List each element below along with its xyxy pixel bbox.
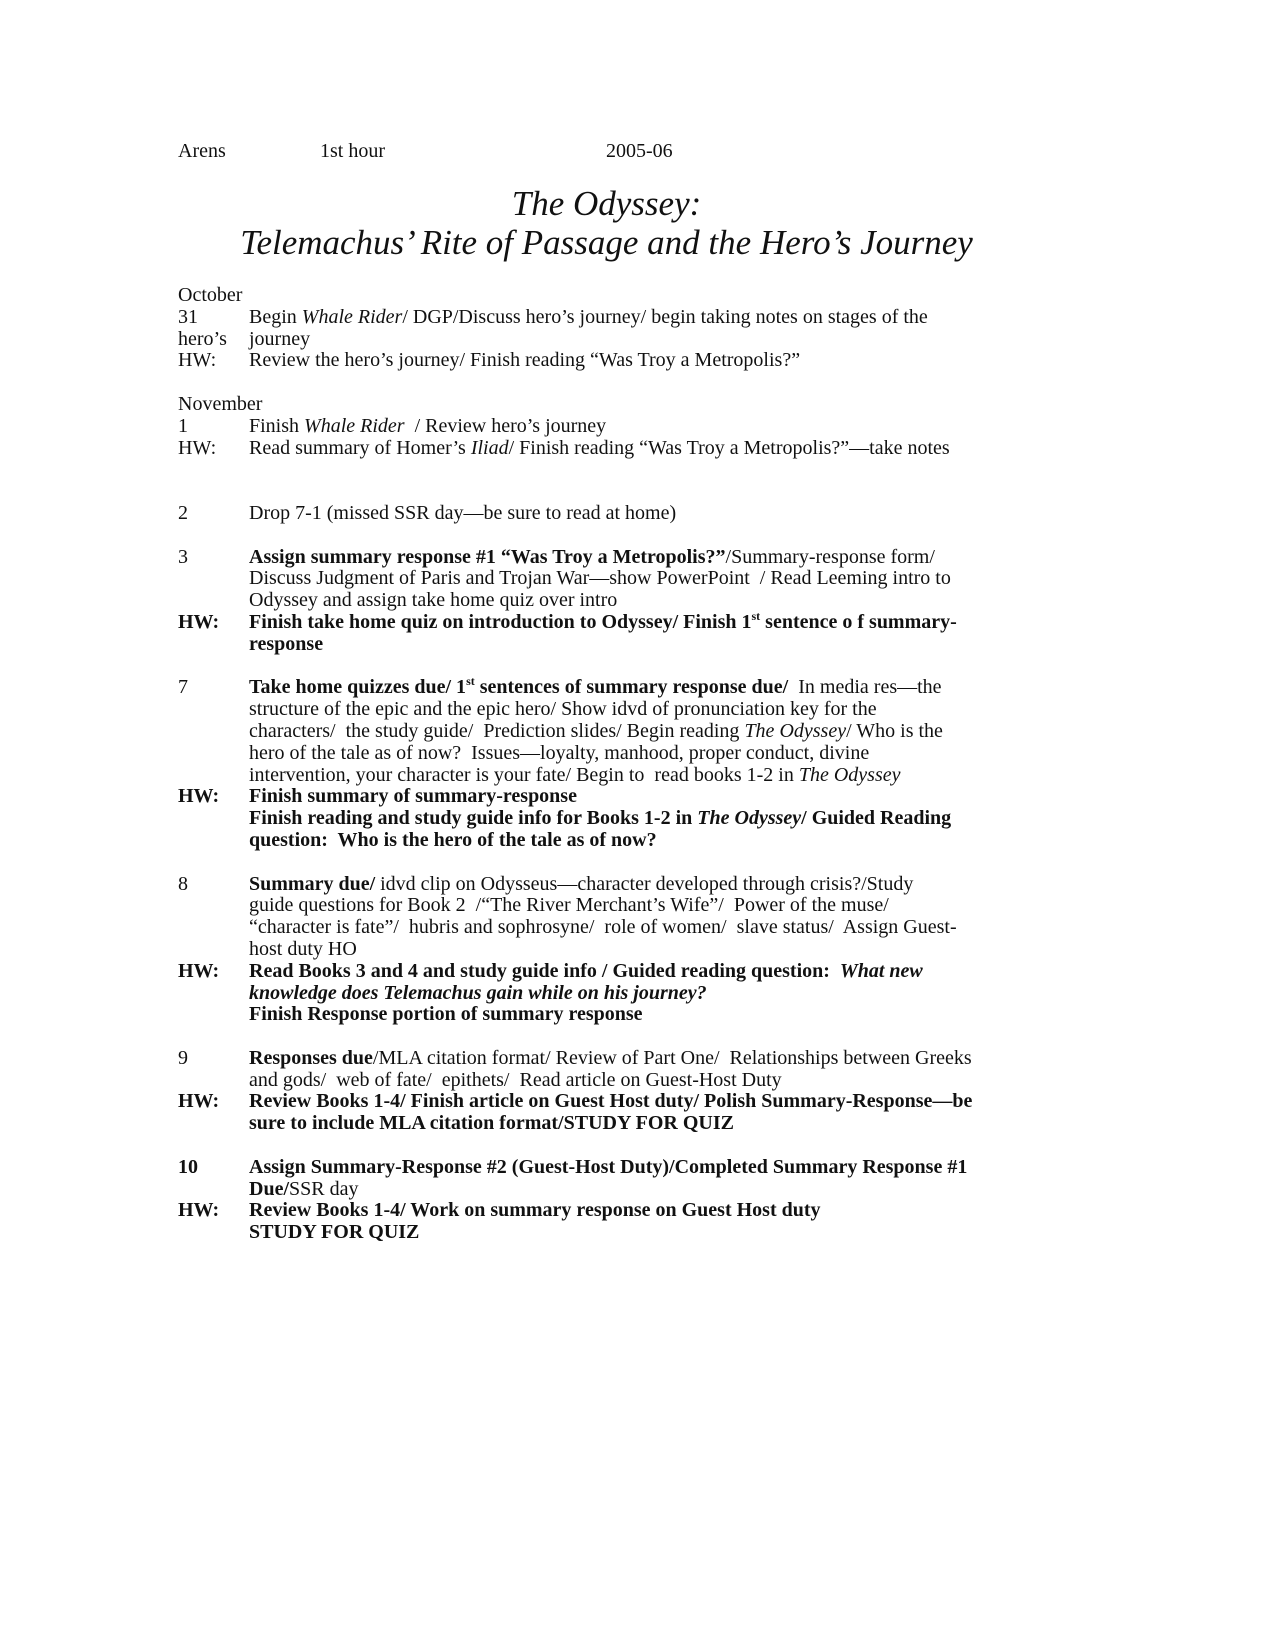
text-segment: and gods/ web of fate/ epithets/ Read article on Guest-Host Duty [249, 1068, 782, 1091]
text-segment: Whale Rider [301, 305, 403, 328]
text-segment: Assign summary response #1 “Was Troy a Metropolis?” [249, 545, 726, 568]
text-segment: /MLA citation format/ Review of Part One/ Relationships between Greeks [372, 1046, 972, 1069]
row-label: November [178, 392, 263, 415]
homework-row [178, 786, 1058, 851]
text-segment: The Odyssey [697, 807, 802, 830]
text-segment: structure of the epic and the epic hero/ Show idvd of pronunciation key for the [249, 698, 877, 721]
text-segment: sure to include MLA citation format/STUDY FOR QUIZ [249, 1112, 734, 1135]
text-line [249, 1200, 1058, 1222]
text-line [249, 1091, 1058, 1113]
superscript: st [751, 608, 761, 623]
text-segment: Due/ [249, 1177, 289, 1200]
text-line [249, 743, 1058, 765]
text-segment: Take home quizzes due/ 1 [249, 676, 467, 699]
row-text [249, 674, 1058, 786]
text-segment: journey [249, 327, 311, 350]
text-line [249, 1179, 1058, 1201]
text-segment: host duty HO [249, 937, 357, 960]
text-line [249, 634, 1058, 656]
schedule-row [178, 547, 1058, 612]
row-text [249, 285, 1058, 307]
text-segment: SSR day [289, 1177, 359, 1200]
row-text [249, 438, 1058, 460]
homework-row [178, 961, 1058, 1026]
text-line [249, 307, 1058, 329]
text-segment: sentence o f summary- [760, 610, 957, 633]
text-segment: Responses due [249, 1046, 373, 1069]
homework-row [178, 1091, 1058, 1135]
text-line [249, 568, 1058, 590]
schedule-section [178, 547, 1058, 656]
text-line [249, 438, 1058, 460]
text-line [249, 1070, 1058, 1092]
text-segment: / Guided Reading [801, 807, 952, 830]
text-segment: guide questions for Book 2 /“The River Merchant’s Wife”/ Power of the muse/ [249, 894, 889, 917]
schedule-row [178, 416, 1058, 438]
schedule-row [178, 307, 1058, 329]
schedule-row [178, 503, 1058, 525]
row-text [249, 307, 1058, 329]
text-segment: Finish summary of summary-response [249, 785, 577, 808]
row-label: HW: [178, 1090, 220, 1113]
row-text [249, 416, 1058, 438]
row-text [249, 874, 1058, 961]
row-text [249, 1200, 1058, 1244]
text-segment: Finish Response portion of summary response [249, 1003, 643, 1026]
text-segment: intervention, your character is your fate/ Begin to read books 1-2 in [249, 763, 799, 786]
text-line [249, 808, 1058, 830]
schedule-row [178, 285, 1058, 307]
text-segment: Finish take home quiz on introduction to Odyssey/ Finish 1 [249, 610, 752, 633]
text-segment: Iliad [470, 436, 509, 459]
row-label: HW: [178, 785, 220, 808]
row-label: HW: [178, 959, 220, 982]
row-text [249, 608, 1058, 656]
text-segment: In media res—the [788, 676, 942, 699]
text-line [249, 1222, 1058, 1244]
row-label: HW: [178, 349, 217, 372]
homework-row [178, 438, 1058, 460]
text-segment: / Who is the [846, 719, 943, 742]
text-segment: Assign Summary-Response #2 (Guest-Host Duty)/Completed Summary Response #1 [249, 1155, 968, 1178]
text-line [249, 547, 1058, 569]
text-line [249, 416, 1058, 438]
school-year: 2005-06 [606, 140, 673, 162]
text-segment: / DGP/Discuss hero’s journey/ begin taking notes on stages of the [402, 305, 928, 328]
text-line [249, 765, 1058, 787]
schedule [178, 285, 1058, 1244]
text-segment: Read Books 3 and 4 and study guide info / Guided reading question: [249, 959, 840, 982]
text-segment: Summary due/ [249, 872, 376, 895]
schedule-section [178, 674, 1058, 851]
schedule-row [178, 1048, 1058, 1092]
text-line [249, 961, 1058, 983]
row-label: 9 [178, 1046, 188, 1069]
schedule-row [178, 394, 1058, 416]
text-segment: “character is fate”/ hubris and sophrosyne/ role of women/ slave status/ Assign Guest- [249, 916, 957, 939]
text-line [249, 830, 1058, 852]
schedule-row [178, 1157, 1058, 1201]
text-line [249, 721, 1058, 743]
schedule-row [178, 874, 1058, 961]
row-label: 31 [178, 305, 198, 328]
text-segment: Review the hero’s journey/ Finish reading “Was Troy a Metropolis?” [249, 349, 801, 372]
title-line-2: Telemachus’ Rite of Passage and the Hero’s Journey [240, 223, 973, 262]
text-segment: Read summary of Homer’s [249, 436, 471, 459]
text-line [249, 699, 1058, 721]
row-text [249, 503, 1058, 525]
text-segment: sentences of summary response due/ [474, 676, 789, 699]
row-text [249, 786, 1058, 851]
text-segment: / Finish reading “Was Troy a Metropolis?”—take notes [508, 436, 950, 459]
document-title [178, 184, 1035, 262]
text-line [249, 786, 1058, 808]
schedule-row [178, 674, 1058, 786]
text-segment: What new [839, 959, 923, 982]
text-line [249, 590, 1058, 612]
text-segment: The Odyssey [798, 763, 901, 786]
row-label: October [178, 284, 243, 306]
row-text [249, 350, 1058, 372]
row-label: HW: [178, 436, 217, 459]
text-line [249, 895, 1058, 917]
text-segment: Finish [249, 414, 305, 437]
homework-row [178, 608, 1058, 656]
schedule-section [178, 874, 1058, 1027]
schedule-section [178, 285, 1058, 372]
teacher-name: Arens [178, 140, 226, 162]
text-segment: The Odyssey [744, 719, 847, 742]
row-text [249, 1091, 1058, 1135]
text-segment: / Review hero’s journey [404, 414, 607, 437]
text-segment: Begin [249, 305, 302, 328]
text-line [249, 939, 1058, 961]
text-line [249, 503, 1058, 525]
homework-row [178, 350, 1058, 372]
row-label: 3 [178, 545, 188, 568]
schedule-section [178, 394, 1058, 459]
row-text [249, 329, 1058, 351]
title-line-1: The Odyssey: [511, 184, 702, 223]
row-text [249, 547, 1058, 612]
text-segment: STUDY FOR QUIZ [249, 1221, 420, 1244]
text-line [249, 329, 1058, 351]
text-segment: Discuss Judgment of Paris and Trojan War—show PowerPoint / Read Leeming intro to [249, 567, 951, 590]
text-segment: characters/ the study guide/ Prediction slides/ Begin reading [249, 719, 745, 742]
text-line [249, 350, 1058, 372]
text-segment: question: Who is the hero of the tale as of now? [249, 828, 657, 851]
text-line [249, 983, 1058, 1005]
row-label: 2 [178, 501, 188, 524]
row-label: HW: [178, 610, 220, 633]
text-segment: Finish reading and study guide info for Books 1-2 in [249, 807, 698, 830]
text-segment: response [249, 632, 324, 655]
row-label: 1 [178, 414, 188, 437]
row-text [249, 961, 1058, 1026]
row-label: 8 [178, 872, 188, 895]
text-line [249, 874, 1058, 896]
text-segment: /Summary-response form/ [725, 545, 935, 568]
schedule-section [178, 1157, 1058, 1244]
schedule-section [178, 1048, 1058, 1135]
text-line [249, 674, 1058, 699]
text-segment: Review Books 1-4/ Finish article on Guest Host duty/ Polish Summary-Response—be [249, 1090, 973, 1113]
text-line [249, 608, 1058, 634]
row-text [249, 1048, 1058, 1092]
homework-row [178, 1200, 1058, 1244]
text-segment: idvd clip on Odysseus—character developed through crisis?/Study [375, 872, 914, 895]
text-segment: knowledge does Telemachus gain while on his journey? [249, 981, 707, 1004]
text-segment: Drop 7-1 (missed SSR day—be sure to read at home) [249, 501, 677, 524]
class-period: 1st hour [320, 140, 385, 162]
schedule-row [178, 329, 1058, 351]
row-label: 10 [178, 1155, 198, 1178]
row-text [249, 394, 1058, 416]
text-line [249, 1113, 1058, 1135]
text-segment: hero of the tale as of now? Issues—loyalty, manhood, proper conduct, divine [249, 741, 870, 764]
text-segment: Review Books 1-4/ Work on summary response on Guest Host duty [249, 1199, 821, 1222]
text-line [249, 917, 1058, 939]
schedule-section [178, 503, 1058, 525]
superscript: st [466, 674, 475, 689]
text-segment: Whale Rider [304, 414, 405, 437]
row-label: hero’s [178, 327, 227, 350]
row-text [249, 1157, 1058, 1201]
row-label: HW: [178, 1199, 220, 1222]
text-line [249, 1048, 1058, 1070]
text-line [249, 1004, 1058, 1026]
row-label: 7 [178, 676, 188, 699]
text-segment: Odyssey and assign take home quiz over intro [249, 589, 618, 612]
text-line [249, 1157, 1058, 1179]
